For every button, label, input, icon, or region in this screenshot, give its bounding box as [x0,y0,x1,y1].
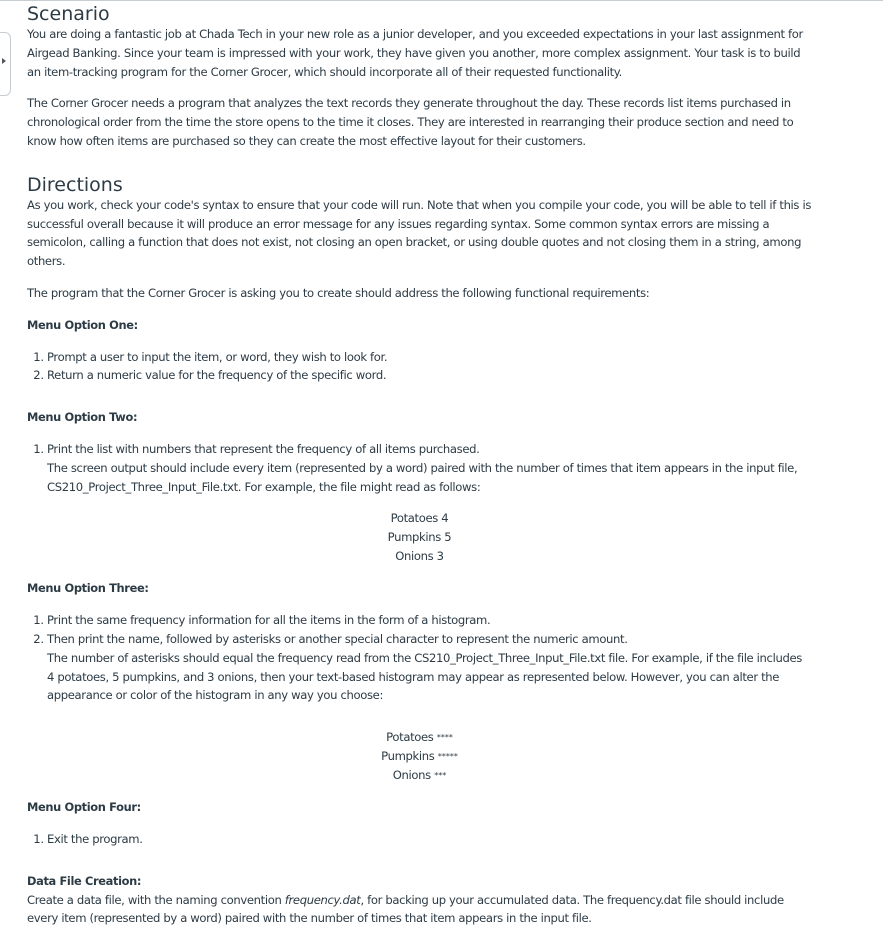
list-item: 1. Print the list with numbers that represent the frequency of all items purchased. [47,440,812,459]
histogram-item-name: Potatoes [386,730,434,745]
scenario-heading: Scenario [27,3,110,25]
histogram-stars: ***** [437,752,458,762]
example-line: Pumpkins 5 [387,530,452,545]
example-line: Onions 3 [395,549,444,564]
menu-option-two-label: Menu Option Two: [27,410,138,425]
list-item: 2. Return a numeric value for the frequency of the specific word. [47,366,812,385]
data-file-text-before: Create a data file, with the naming convention [27,892,285,907]
data-file-creation-label: Data File Creation: [27,873,142,888]
menu-option-one-label: Menu Option One: [27,317,138,332]
assignment-content [27,3,812,928]
list-item: 1. Exit the program. [47,830,812,849]
top-divider [0,0,883,1]
list-item: 2. Then print the name, followed by asterisks or another special character to represent the numeric amount. [47,630,812,649]
menu-option-four-list [27,830,812,849]
histogram-example [27,728,812,785]
histogram-item-name: Pumpkins [381,749,435,764]
directions-paragraph-2: The program that the Corner Grocer is asking you to create should address the following functional requirements: [27,285,650,300]
data-file-text-after: , for backing up your accumulated data. The frequency.dat file should include every item (represented by a word) paired with the number of times that item appears in the input file. [27,892,784,926]
menu-option-three-list [27,611,812,649]
menu-option-two-detail: The screen output should include every item (represented by a word) paired with the number of times that item appears in the input file, CS210_Project_Three_Input_File.txt. For example, the file might read as follows: [47,460,798,494]
histogram-stars: *** [434,771,447,781]
collapse-sidebar-toggle[interactable] [0,32,11,96]
histogram-line [27,728,812,747]
menu-option-three-label: Menu Option Three: [27,581,149,596]
list-item: 1. Prompt a user to input the item, or word, they wish to look for. [47,348,812,367]
menu-option-one-list [27,348,812,386]
list-item: 1. Print the same frequency information for all the items in the form of a histogram. [47,611,812,630]
menu-option-three-detail: The number of asterisks should equal the frequency read from the CS210_Project_Three_Input_File.txt file. For example, if the file includes 4 potatoes, 5 pumpkins, and 3 onions, then your text-based histogram may appear as represented below. However, you can alter the appearance or color of the histogram in any way you choose: [47,650,802,703]
scenario-paragraph-1: You are doing a fantastic job at Chada Tech in your new role as a junior developer, and you exceeded expectations in your last assignment for Airgead Banking. Since your team is impressed with your work, they have given you another, more complex assignment. Your task is to build an item-tracking program for the Corner Grocer, which should incorporate all of their requested functionality. [27,27,803,79]
expand-arrow-icon [2,58,6,64]
data-file-filename: frequency.dat [284,892,361,907]
directions-paragraph-1: As you work, check your code's syntax to ensure that your code will run. Note that when you compile your code, you will be able to tell if this is successful overall because it will produce an error message for any issues regarding syntax. Some common syntax errors are missing a semicolon, calling a function that does not exist, not closing an open bracket, or using double quotes and not closing them in a string, among others. [27,197,812,269]
example-line: Potatoes 4 [390,511,449,526]
histogram-line [27,747,812,766]
frequency-example [27,509,812,566]
histogram-item-name: Onions [392,768,431,783]
menu-option-two-list [27,440,812,459]
data-file-creation-text [27,891,812,928]
histogram-stars: **** [436,733,453,743]
histogram-line [27,766,812,785]
scenario-paragraph-2: The Corner Grocer needs a program that analyzes the text records they generate throughout the day. These records list items purchased in chronological order from the time the store opens to the time it closes. They are interested in rearranging their produce section and need to know how often items are purchased so they can create the most effective layout for their customers. [27,96,794,148]
directions-heading: Directions [27,173,123,196]
menu-option-four-label: Menu Option Four: [27,800,141,815]
